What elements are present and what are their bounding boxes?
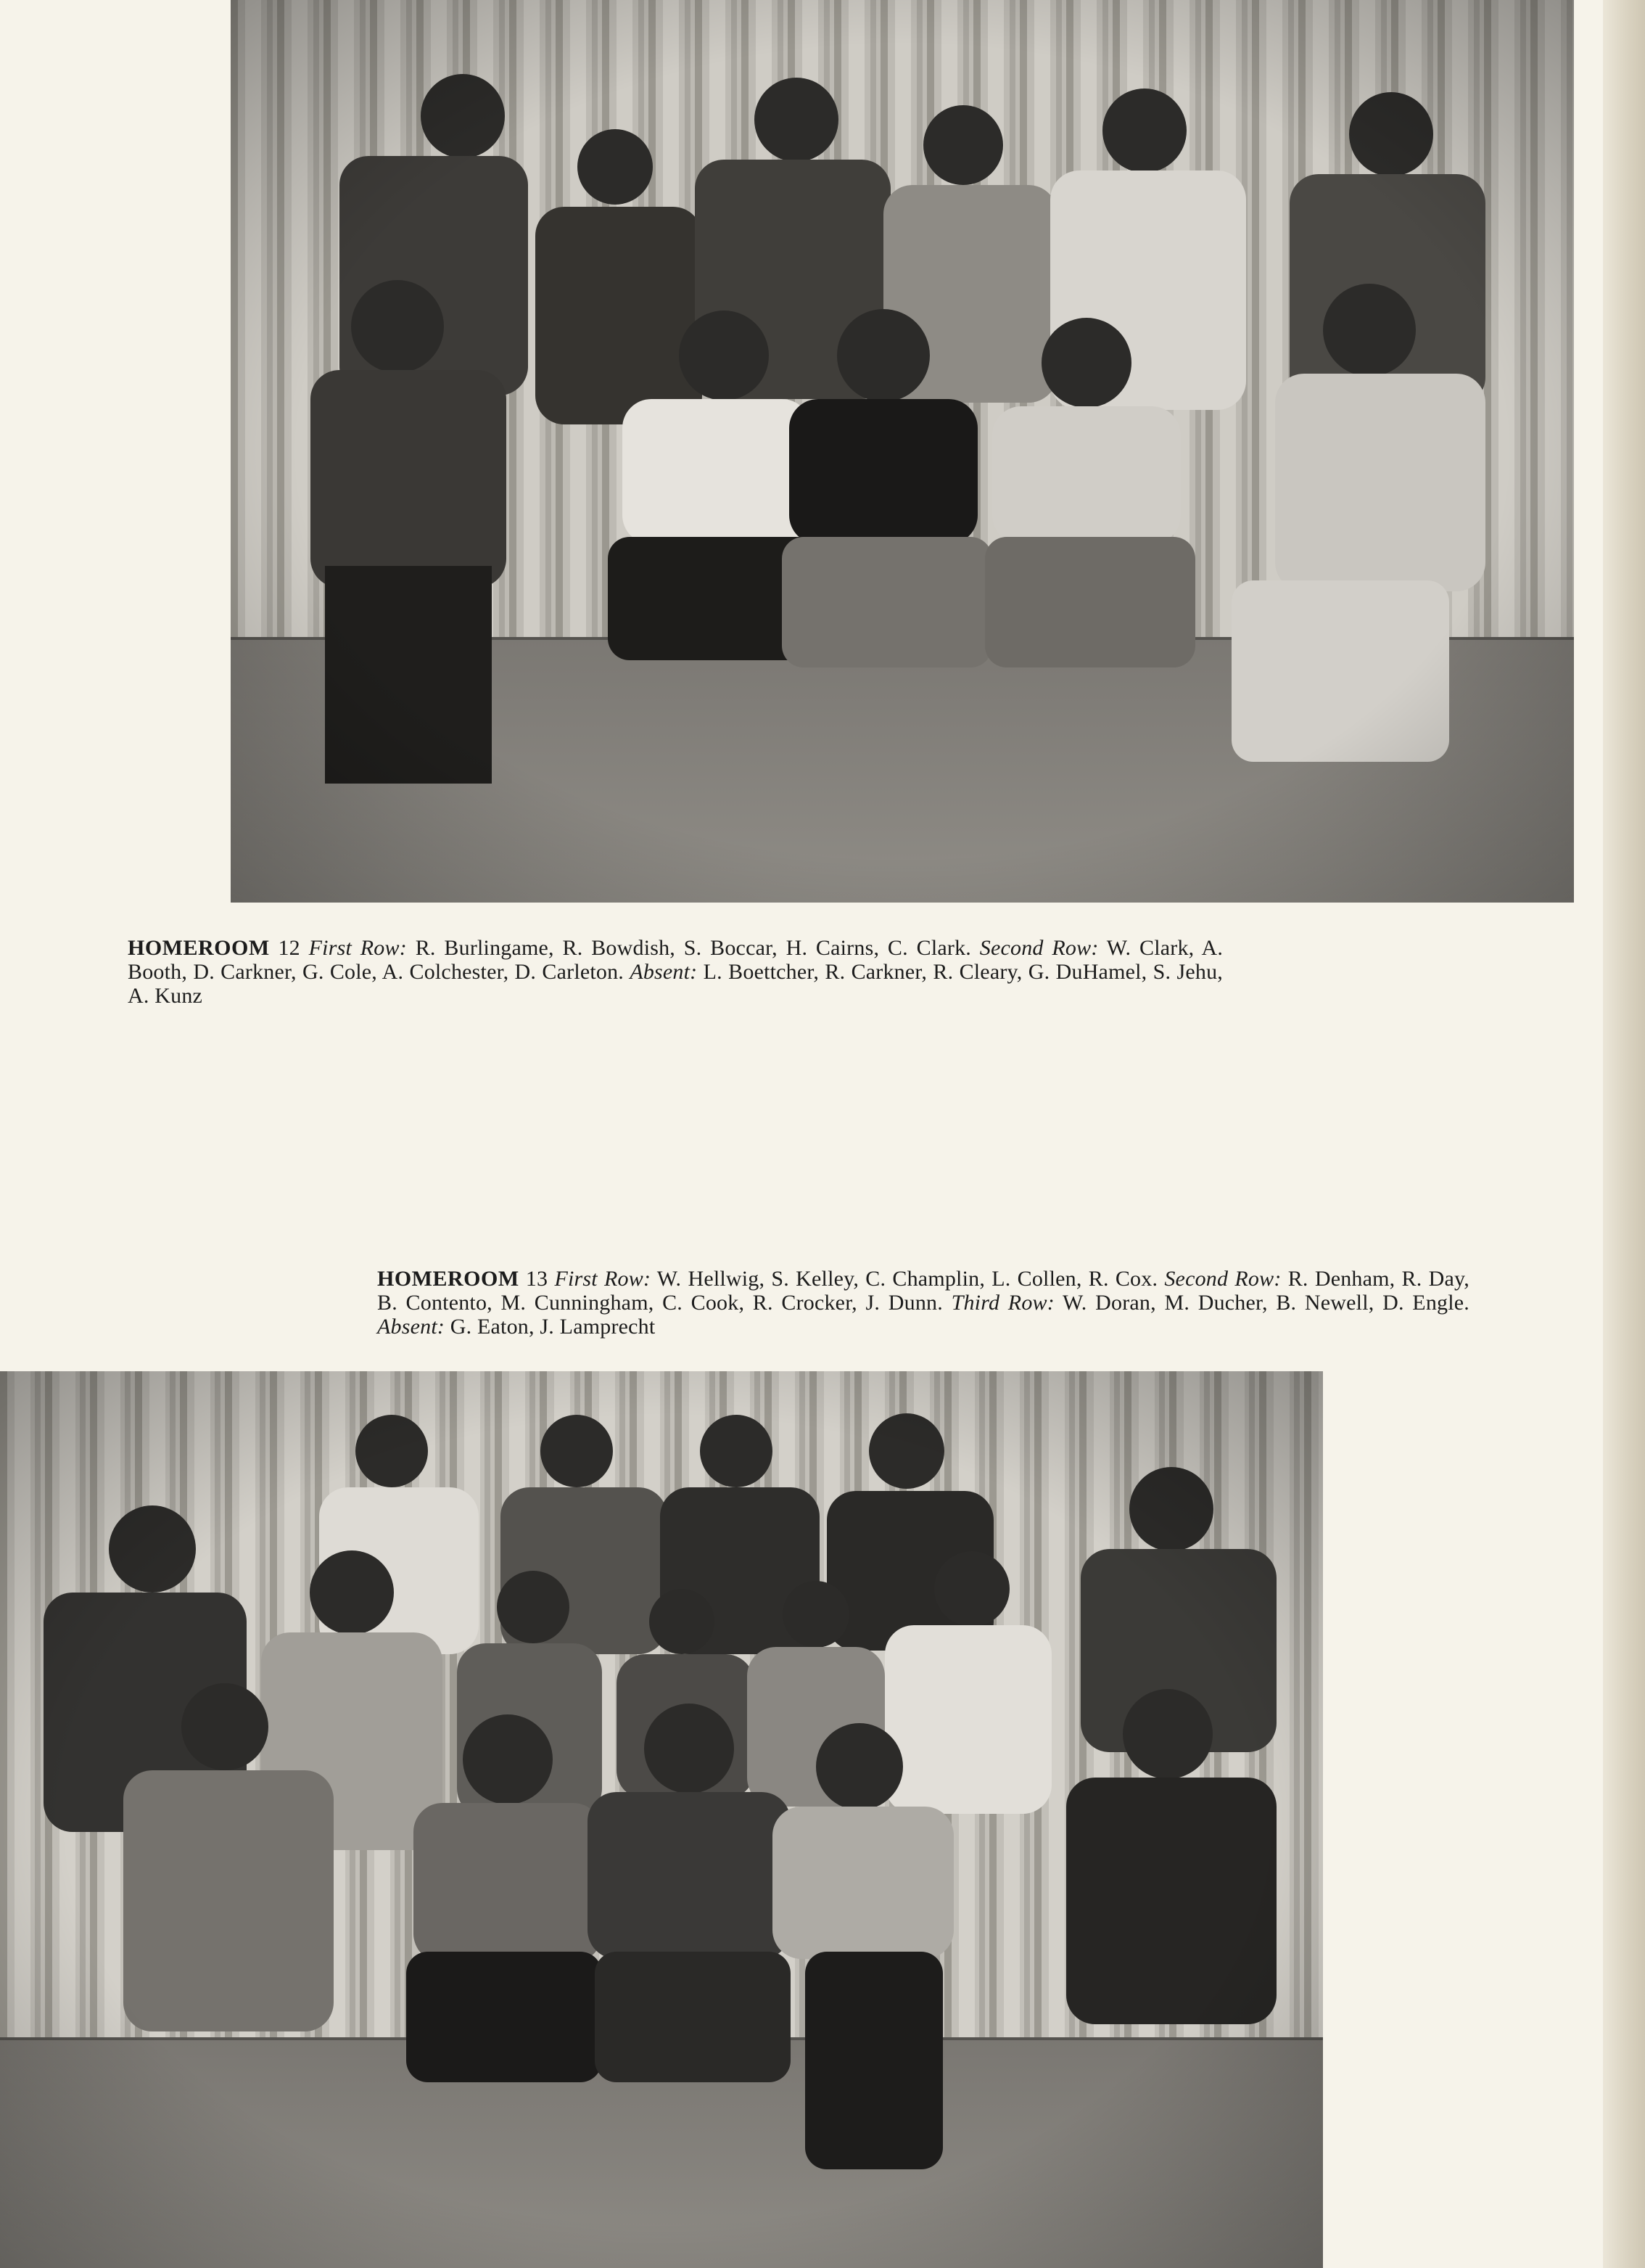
homeroom-12-caption: [128, 936, 1223, 1008]
homeroom-12-number: 12: [278, 936, 300, 960]
homeroom-13-absent: G. Eaton, J. Lamprecht: [450, 1315, 656, 1339]
homeroom-12-second-row: W. Clark, A. Booth, D. Carkner, G. Cole, A. Colchester, D. Carleton.: [128, 936, 1224, 984]
homeroom-12-absent-label: Absent:: [630, 960, 698, 984]
homeroom-13-second-row: R. Denham, R. Day, B. Contento, M. Cunningham, C. Cook, R. Crocker, J. Dunn.: [377, 1267, 1469, 1315]
homeroom-13-caption: [377, 1267, 1469, 1339]
homeroom-13-third-row: W. Doran, M. Ducher, B. Newell, D. Engle.: [1063, 1291, 1469, 1315]
homeroom-12-heading: HOMEROOM: [128, 936, 270, 960]
homeroom-12-absent: L. Boettcher, R. Carkner, R. Cleary, G. DuHamel, S. Jehu, A. Kunz: [128, 960, 1224, 1008]
homeroom-13-absent-label: Absent:: [377, 1315, 445, 1339]
homeroom-12-photo: [231, 0, 1574, 903]
homeroom-13-number: 13: [525, 1267, 548, 1291]
homeroom-13-second-row-label: Second Row:: [1164, 1267, 1282, 1291]
homeroom-12-first-row: R. Burlingame, R. Bowdish, S. Boccar, H. Cairns, C. Clark.: [415, 936, 971, 960]
homeroom-12-photo-image: [231, 0, 1574, 903]
homeroom-13-third-row-label: Third Row:: [951, 1291, 1055, 1315]
homeroom-13-first-row-label: First Row:: [554, 1267, 651, 1291]
homeroom-13-heading: HOMEROOM: [377, 1267, 519, 1291]
page-edge: [1603, 0, 1645, 2268]
homeroom-13-first-row: W. Hellwig, S. Kelley, C. Champlin, L. Collen, R. Cox.: [656, 1267, 1158, 1291]
homeroom-13-photo-image: [0, 1371, 1323, 2268]
homeroom-13-photo: [0, 1371, 1323, 2268]
homeroom-12-second-row-label: Second Row:: [979, 936, 1099, 960]
homeroom-12-first-row-label: First Row:: [308, 936, 407, 960]
